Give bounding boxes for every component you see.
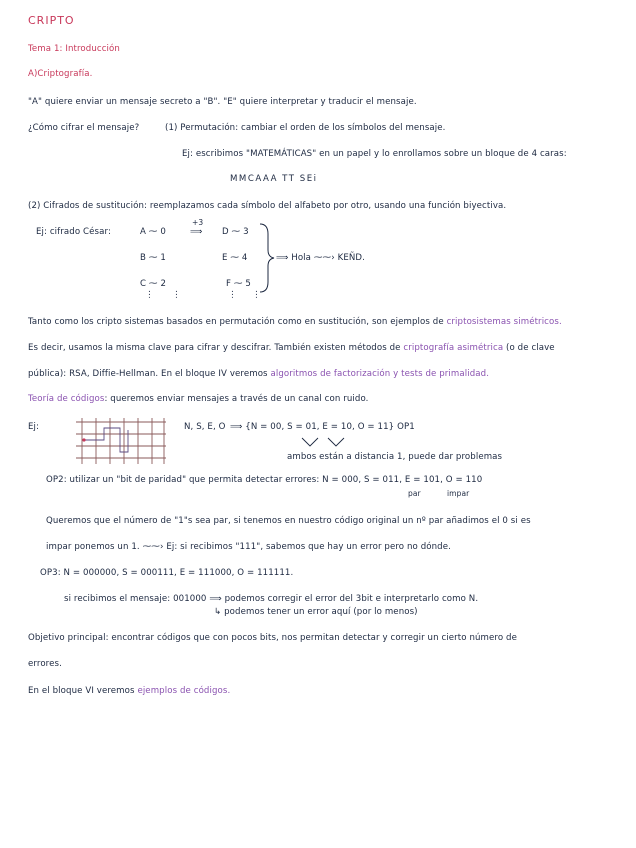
para2-line1 [28,316,562,328]
cesar-right-dots-2: ⋮ [252,290,261,300]
asymmetric-highlight: criptografía asimétrica [403,343,504,353]
para2-line1-text: Tanto como los cripto sistemas basados en permutación como en sustitución, son ejemplos de [28,317,444,327]
received-note: ↳ podemos tener un error aquí (por lo menos) [214,607,418,617]
permutation-example: Ej: escribimos "MATEMÁTICAS" en un papel y lo enrollamos sobre un bloque de 4 caras: [182,149,567,159]
parity-line1: Queremos que el número de "1"s sea par, si tenemos en nuestro código original un nº par añadimos el 0 si es [46,516,531,526]
para2-line2-text: Es decir, usamos la misma clave para cifrar y descifrar. También existen métodos de [28,343,401,353]
op2-definition: OP2: utilizar un "bit de paridad" que permita detectar errores: N = 000, S = 011, E = 101, O = 110 [46,475,483,485]
codes-title: Teoría de códigos [28,394,105,404]
op1-definition: ⟹ {N = 00, S = 01, E = 10, O = 11} OP1 [230,422,415,432]
codes-line [28,393,369,405]
op1-note: ambos están a distancia 1, puede dar problemas [287,452,503,462]
cesar-right-d: D ⁓ 3 [222,227,249,237]
received-message: si recibimos el mensaje: 001000 ⟹ podemos corregir el error del 3bit e interpretarlo como N. [64,594,479,604]
factorization-highlight: algoritmos de factorización y tests de primalidad. [270,369,490,379]
permutation-result: MMCAAA TT SEi [230,174,318,184]
cesar-arrow: ⟹ [190,227,203,237]
codes-description: : queremos enviar mensajes a través de un canal con ruido. [104,394,369,404]
cesar-left-dots-1: ⋮ [145,290,154,300]
section-a-heading: A)Criptografía. [28,69,93,79]
cesar-left-a: A ⁓ 0 [140,227,166,237]
objective-line1: Objetivo principal: encontrar códigos que con pocos bits, nos permitan detectar y corregir un cierto número de [28,633,517,643]
op1-underbrace-icon [300,436,360,448]
par-annotation: par [408,489,421,498]
question-cifrar: ¿Cómo cifrar el mensaje? [28,123,140,133]
cesar-right-dots-1: ⋮ [228,290,237,300]
codes-example-label: Ej: [28,422,40,432]
permutation-definition: (1) Permutación: cambiar el orden de los símbolos del mensaje. [165,123,446,133]
page-title: CRIPTO [28,14,75,27]
substitution-definition: (2) Cifrados de sustitución: reemplazamos cada símbolo del alfabeto por otro, usando una función biyectiva. [28,201,507,211]
codes-examples-highlight: ejemplos de códigos. [137,686,231,696]
parity-line2: impar ponemos un 1. ⁓⁓› Ej: si recibimos "111", sabemos que hay un error pero no dónde. [46,542,451,552]
topic-heading: Tema 1: Introducción [28,44,120,54]
cesar-left-dots-2: ⋮ [172,290,181,300]
impar-annotation: impar [447,489,470,498]
cesar-right-e: E ⁓ 4 [222,253,248,263]
cesar-left-c: C ⁓ 2 [140,279,167,289]
para2-line2 [28,342,555,354]
symbols-nseo: N, S, E, O [184,422,226,432]
cesar-result: ⟹ Hola ⁓⁓› KEÑD. [276,253,365,263]
final-line-text: En el bloque VI veremos [28,686,135,696]
para2-line2-tail: (o de clave [506,343,555,353]
curly-brace-icon [256,222,276,294]
final-line [28,685,230,697]
objective-line2: errores. [28,659,62,669]
cesar-label: Ej: cifrado César: [36,227,111,237]
para2-line3-text: pública): RSA, Diffie-Hellman. En el bloque IV veremos [28,369,268,379]
cesar-shift: +3 [192,218,204,227]
intro-paragraph: "A" quiere enviar un mensaje secreto a "B". "E" quiere interpretar y traducir el mensaje. [28,97,417,107]
para2-line3 [28,368,489,380]
cesar-right-f: F ⁓ 5 [226,279,251,289]
cesar-left-b: B ⁓ 1 [140,253,166,263]
noisy-channel-grid [76,418,168,466]
op3-definition: OP3: N = 000000, S = 000111, E = 111000, O = 111111. [40,568,294,578]
symmetric-highlight: criptosistemas simétricos. [446,317,562,327]
